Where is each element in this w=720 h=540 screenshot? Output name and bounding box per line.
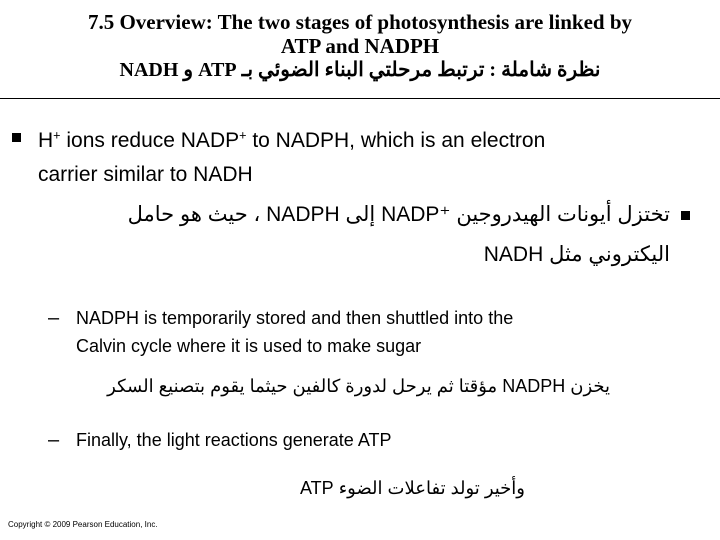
arabic-bullet-line-1: تختزل أيونات الهيدروجين ⁺NADP إلى NADPH ، حيث هو حامل — [127, 203, 670, 226]
sub2-line-1: Finally, the light reactions generate ATP — [76, 430, 392, 450]
title-arabic: نظرة شاملة : ترتبط مرحلتي البناء الضوئي بـ ATP و NADH — [119, 59, 601, 81]
bullet-square-icon — [12, 133, 21, 142]
sub-bullet-dash: – — [48, 429, 60, 451]
arabic-bullet-line-2: اليكتروني مثل NADH — [483, 243, 670, 266]
bullet-text-line-2: carrier similar to NADH — [38, 163, 253, 186]
sub-bullet-dash: – — [48, 307, 60, 329]
title-divider — [0, 98, 720, 99]
copyright-footer: Copyright © 2009 Pearson Education, Inc. — [8, 520, 158, 529]
slide-title — [0, 10, 720, 82]
bullet-text-line-1: H+ ions reduce NADP+ to NADPH, which is an electron — [38, 128, 546, 152]
bullet-square-icon — [681, 211, 690, 220]
sub1-line-2: Calvin cycle where it is used to make sugar — [76, 336, 422, 356]
sub1-arabic: يخزن NADPH مؤقتا ثم يرحل لدورة كالفين حيثما يقوم بتصنيع السكر — [107, 376, 610, 396]
sub1-line-1: NADPH is temporarily stored and then shuttled into the — [76, 308, 514, 328]
title-line-2: ATP and NADPH — [280, 34, 440, 58]
title-line-1: 7.5 Overview: The two stages of photosynthesis are linked by — [87, 10, 633, 34]
sub2-arabic: وأخير تولد تفاعلات الضوء ATP — [300, 478, 525, 498]
